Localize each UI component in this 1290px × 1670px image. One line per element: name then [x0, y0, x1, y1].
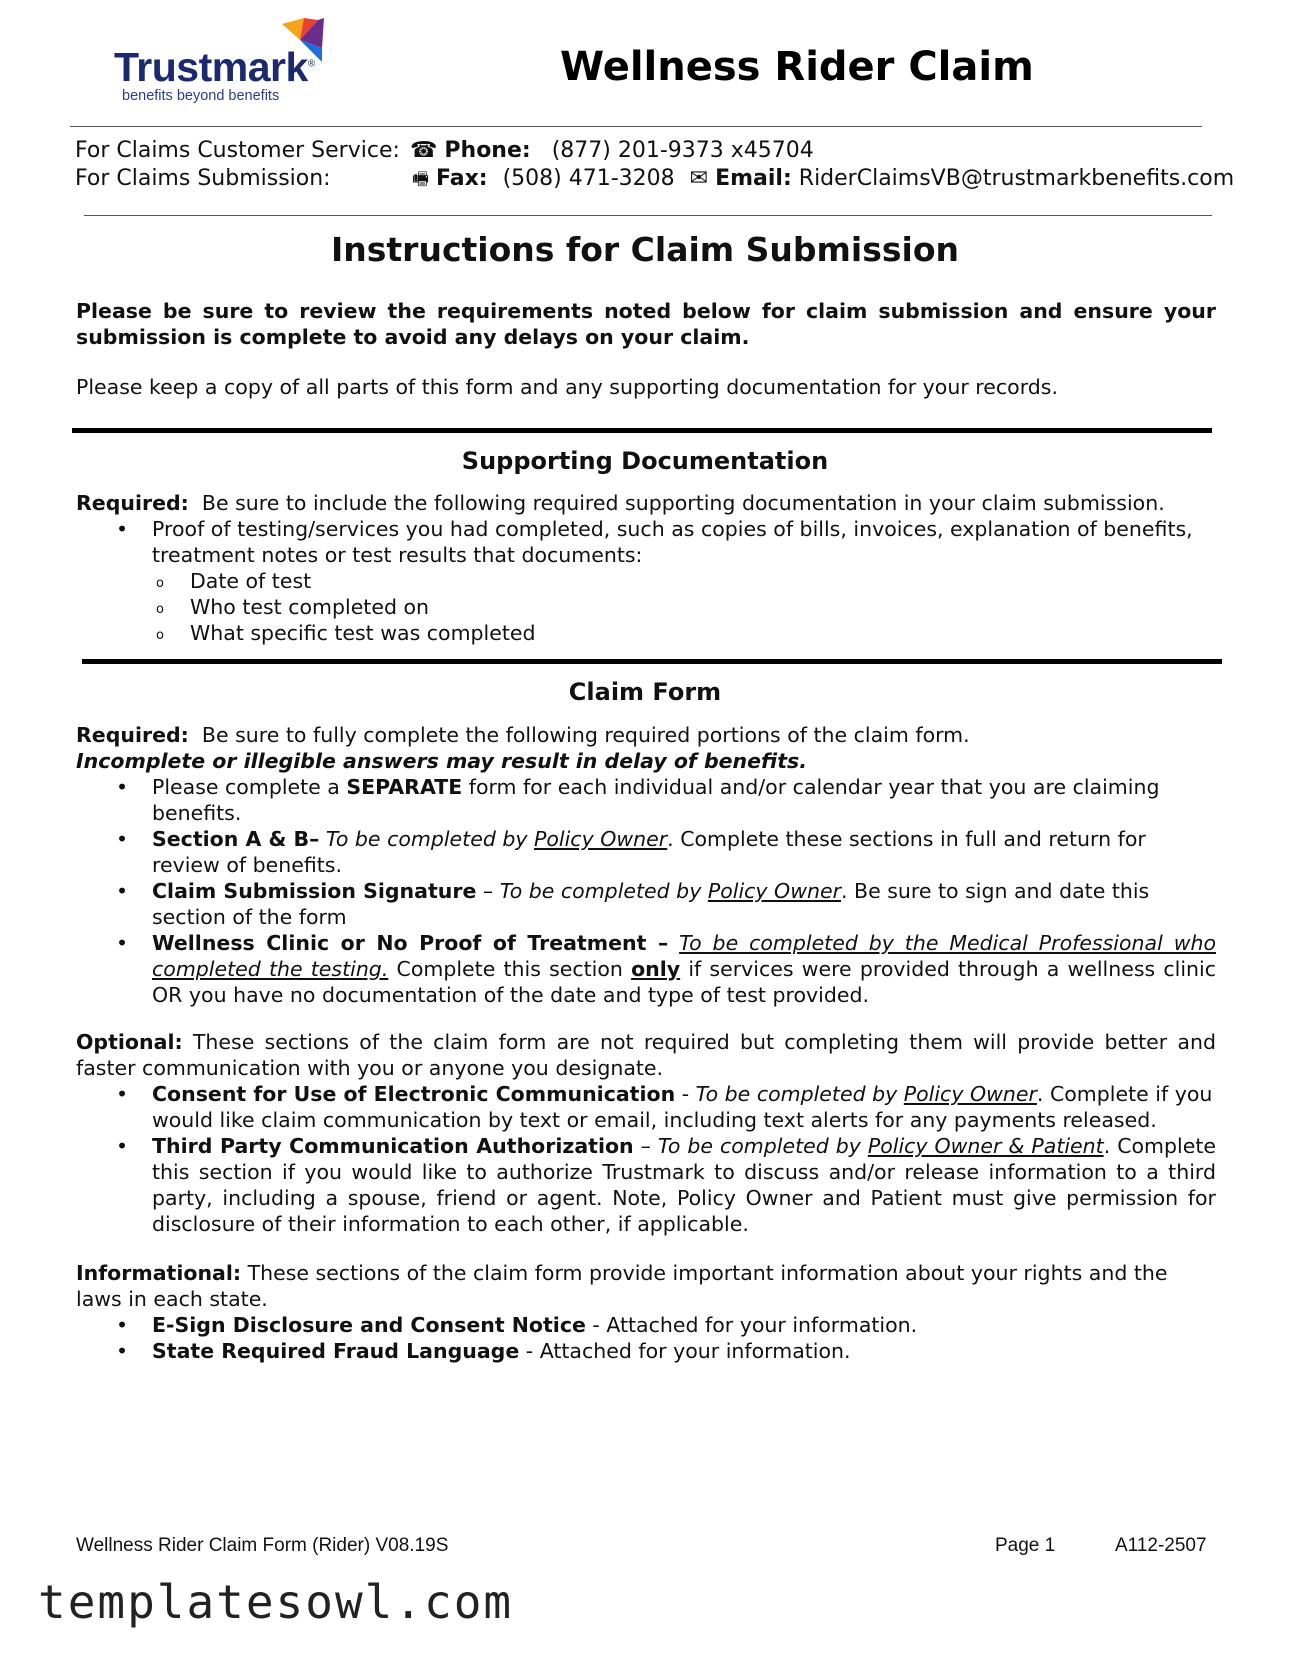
list-item: o Who test completed on — [76, 594, 1226, 620]
service-label: For Claims Customer Service: — [75, 138, 400, 163]
divider — [70, 126, 1202, 127]
document-title: Wellness Rider Claim — [560, 44, 1034, 90]
list-item: o Date of test — [76, 568, 1226, 594]
claim-form-heading: Claim Form — [568, 678, 722, 706]
list-item: • Third Party Communication Authorization – To be completed by Policy Owner & Patient. Complete this section if you would like to authorize Trustmark to discuss and/or release information to a third party, including a spouse, friend or agent. Note, Policy Owner and Patient must give permission for disclosure of their information to each other, if applicable. — [76, 1133, 1216, 1237]
list-item: • Consent for Use of Electronic Communication - To be completed by Policy Owner. Complete if you would like claim communication by text or email, including text alerts for any payments released. — [76, 1081, 1216, 1133]
list-item: • E-Sign Disclosure and Consent Notice - Attached for your information. — [76, 1312, 1216, 1338]
optional-intro: Optional: These sections of the claim form are not required but completing them will provide better and faster communication with you or anyone you designate. — [76, 1030, 1216, 1080]
submission-label: For Claims Submission: — [75, 166, 331, 191]
email-link[interactable]: RiderClaimsVB@trustmarkbenefits.com — [798, 166, 1235, 191]
keep-copy-note: Please keep a copy of all parts of this form and any supporting documentation for your records. — [76, 375, 1058, 399]
informational-list — [76, 1312, 1216, 1364]
phone-icon: ☎ — [410, 138, 438, 163]
supporting-section — [76, 490, 1226, 646]
fax-value[interactable]: (508) 471-3208 — [502, 166, 675, 191]
informational-intro: Informational: These sections of the claim form provide important information about your rights and the laws in each state. — [76, 1261, 1168, 1311]
list-item: • Section A & B– To be completed by Policy Owner. Complete these sections in full and return for review of benefits. — [76, 826, 1216, 878]
envelope-icon: ✉ — [689, 166, 709, 191]
phone-label: Phone: — [444, 138, 531, 163]
supporting-documentation-heading: Supporting Documentation — [461, 447, 829, 475]
supporting-list — [76, 516, 1226, 646]
list-item: o What specific test was completed — [76, 620, 1226, 646]
list-item: • Please complete a SEPARATE form for each individual and/or calendar year that you are claiming benefits. — [76, 774, 1216, 826]
footer-form-name: Wellness Rider Claim Form (Rider) V08.19S — [76, 1535, 449, 1556]
list-item: • State Required Fraud Language - Attached for your information. — [76, 1338, 1216, 1364]
list-item: • Claim Submission Signature – To be completed by Policy Owner. Be sure to sign and date this section of the form — [76, 878, 1216, 930]
logo-tagline: benefits beyond benefits — [122, 88, 280, 104]
fax-icon: 🖷 — [412, 169, 429, 190]
fax-email-row — [412, 166, 1234, 197]
list-item: • Proof of testing/services you had completed, such as copies of bills, invoices, explanation of benefits, treatment notes or test results that documents: — [76, 516, 1226, 568]
phone-value[interactable]: (877) 201-9373 x45704 — [551, 138, 814, 163]
list-item: • Wellness Clinic or No Proof of Treatment – To be completed by the Medical Professional who completed the testing. Complete this section only if services were provided through a wellness clinic OR you have no documentation of the date and type of test provided. — [76, 930, 1216, 1008]
email-label: Email: — [715, 166, 792, 191]
logo-mark-icon — [282, 18, 326, 64]
contact-service-row — [75, 138, 400, 163]
informational-section — [76, 1260, 1216, 1364]
footer-form-code: A112-2507 — [1115, 1535, 1207, 1556]
claim-form-list — [76, 774, 1216, 1008]
claim-form-section — [76, 722, 1216, 1008]
divider — [84, 215, 1212, 216]
logo-wordmark: Trustmark® — [114, 44, 315, 90]
optional-section — [76, 1029, 1216, 1237]
fax-label: Fax: — [436, 166, 488, 191]
watermark: templatesowl.com — [38, 1575, 514, 1629]
section-divider — [72, 428, 1212, 433]
instructions-heading: Instructions for Claim Submission — [330, 230, 959, 269]
optional-list — [76, 1081, 1216, 1237]
incomplete-warning: Incomplete or illegible answers may result in delay of benefits. — [76, 749, 807, 773]
contact-submission-row — [75, 166, 331, 191]
supporting-required-line: Required: Be sure to include the following required supporting documentation in your claim submission. — [76, 491, 1165, 515]
claim-required-line: Required: Be sure to fully complete the following required portions of the claim form. — [76, 723, 970, 747]
footer-page-number: Page 1 — [995, 1535, 1056, 1556]
review-requirements-note: Please be sure to review the requirements noted below for claim submission and ensure your submission is complete to avoid any delays on your claim. — [76, 299, 1216, 349]
phone-row — [410, 138, 814, 163]
section-divider — [82, 659, 1222, 664]
